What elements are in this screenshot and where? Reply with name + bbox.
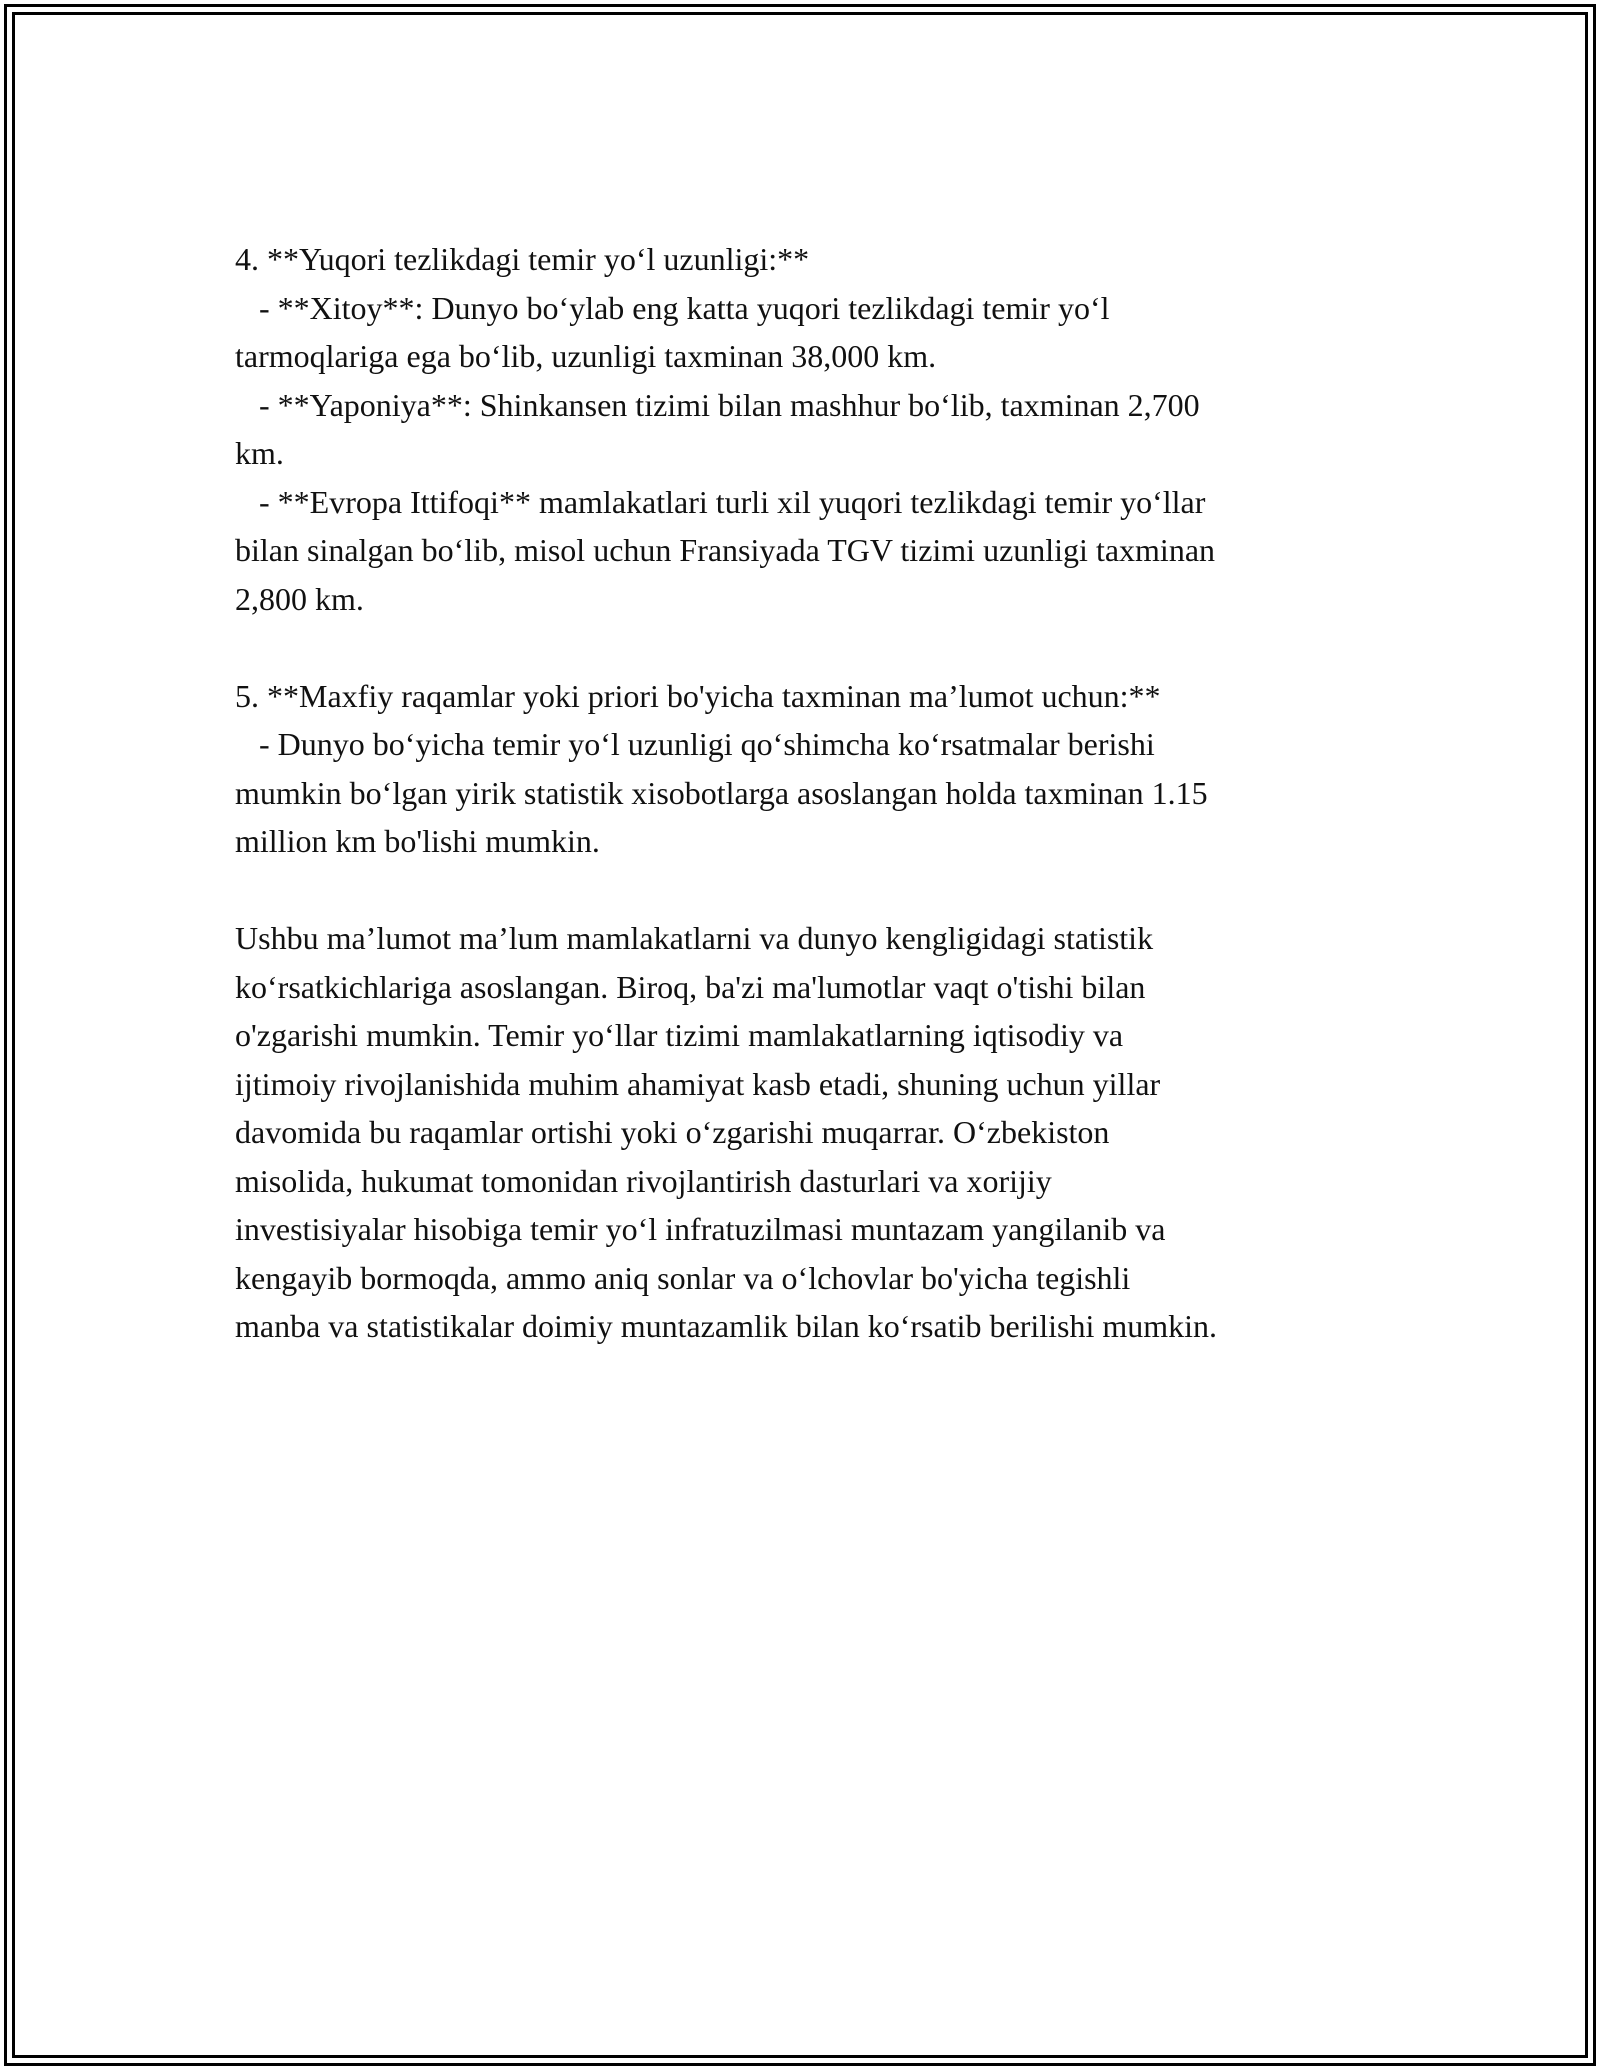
- section-5-heading: 5. **Maxfiy raqamlar yoki priori bo'yicha taxminan ma’lumot uchun:**: [235, 677, 1161, 714]
- section-5-line: - Dunyo bo‘yicha temir yo‘l uzunligi qo‘shimcha ko‘rsatmalar berishi: [235, 726, 1155, 762]
- section-4-heading: 4. **Yuqori tezlikdagi temir yo‘l uzunligi:**: [235, 241, 810, 277]
- section-4-line: - **Evropa Ittifoqi** mamlakatlari turli xil yuqori tezlikdagi temir yo‘llar: [235, 483, 1206, 520]
- conclusion-line: kengayib bormoqda, ammo aniq sonlar va o‘lchovlar bo'yicha tegishli: [235, 1259, 1131, 1296]
- section-5-line: mumkin bo‘lgan yirik statistik xisobotlarga asoslangan holda taxminan 1.15: [235, 774, 1208, 811]
- section-4-line: 2,800 km.: [235, 580, 364, 617]
- conclusion-line: o'zgarishi mumkin. Temir yo‘llar tizimi mamlakatlarning iqtisodiy va: [235, 1017, 1124, 1053]
- section-5-line: million km bo'lishi mumkin.: [235, 823, 600, 859]
- section-4-line: bilan sinalgan bo‘lib, misol uchun Fransiyada TGV tizimi uzunligi taxminan: [235, 532, 1216, 568]
- document-body: [235, 235, 1385, 1351]
- conclusion-line: Ushbu ma’lumot ma’lum mamlakatlarni va dunyo kengligidagi statistik: [235, 920, 1154, 956]
- conclusion-paragraph: [235, 914, 1385, 1351]
- conclusion-line: investisiyalar hisobiga temir yo‘l infratuzilmasi muntazam yangilanib va: [235, 1211, 1166, 1247]
- section-4-line: km.: [235, 435, 284, 471]
- paragraph-gap: [235, 623, 1385, 672]
- section-5: [235, 672, 1385, 866]
- conclusion-line: davomida bu raqamlar ortishi yoki o‘zgarishi muqarrar. O‘zbekiston: [235, 1114, 1110, 1150]
- section-4-line: - **Yaponiya**: Shinkansen tizimi bilan mashhur bo‘lib, taxminan 2,700: [235, 386, 1200, 423]
- conclusion-line: misolida, hukumat tomonidan rivojlantirish dasturlari va xorijiy: [235, 1162, 1052, 1199]
- section-4-line: - **Xitoy**: Dunyo bo‘ylab eng katta yuqori tezlikdagi temir yo‘l: [235, 289, 1110, 326]
- conclusion-line: ko‘rsatkichlariga asoslangan. Biroq, ba'zi ma'lumotlar vaqt o'tishi bilan: [235, 968, 1146, 1005]
- section-4-line: tarmoqlariga ega bo‘lib, uzunligi taxminan 38,000 km.: [235, 338, 937, 374]
- conclusion-line: manba va statistikalar doimiy muntazamlik bilan ko‘rsatib berilishi mumkin.: [235, 1308, 1218, 1344]
- paragraph-gap: [235, 866, 1385, 915]
- section-4: [235, 235, 1385, 623]
- conclusion-line: ijtimoiy rivojlanishida muhim ahamiyat kasb etadi, shuning uchun yillar: [235, 1065, 1161, 1102]
